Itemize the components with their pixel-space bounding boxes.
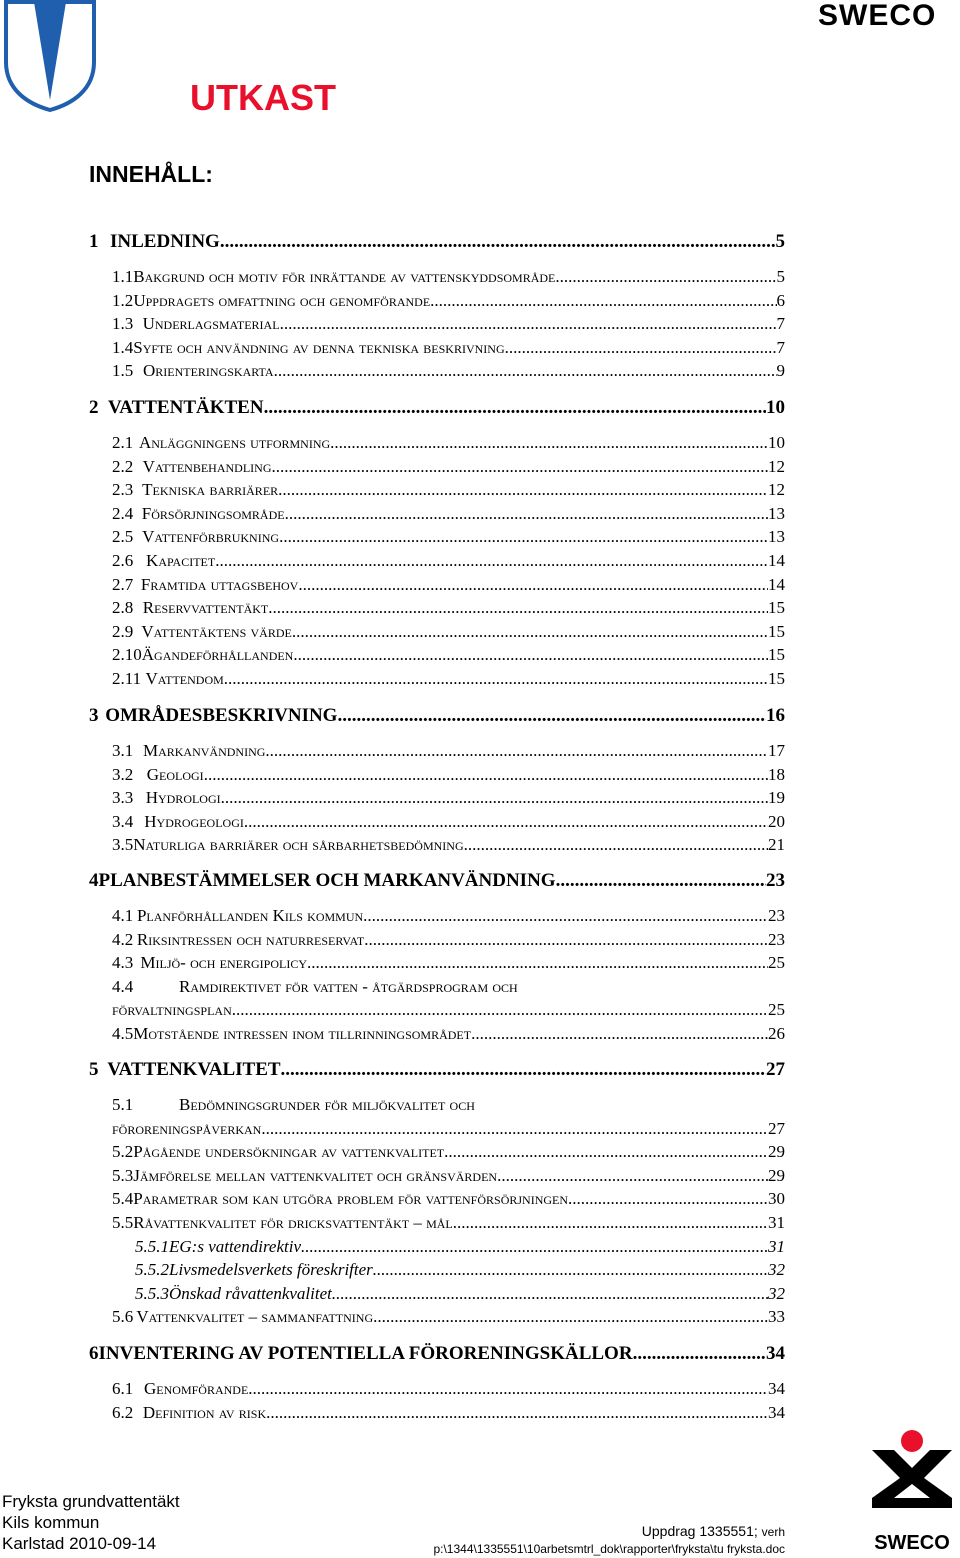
toc-entry-page: 34: [768, 1402, 785, 1422]
toc-entry-title: PLANBESTÄMMELSER OCH MARKANVÄNDNING: [98, 870, 556, 891]
toc-leader-dots: [244, 812, 768, 832]
toc-entry-page: 10: [768, 433, 785, 452]
toc-entry-number: 6.1: [112, 1379, 134, 1398]
toc-entry[interactable]: [112, 1189, 785, 1211]
toc-leader-dots: [364, 930, 768, 950]
toc-entry-page: 31: [768, 1236, 785, 1256]
toc-chapter[interactable]: [89, 1343, 785, 1365]
toc-entry-page: 13: [768, 527, 785, 547]
toc-leader-dots: [272, 457, 768, 477]
toc-entry-page: 23: [766, 870, 785, 891]
toc-chapter[interactable]: [89, 705, 785, 727]
toc-entry[interactable]: [112, 765, 785, 787]
toc-entry-number: 5.1: [112, 1095, 134, 1114]
toc-entry-number: 5.3: [112, 1165, 134, 1185]
toc-leader-dots: [555, 267, 776, 287]
toc-entry[interactable]: [112, 930, 785, 952]
toc-entry-number: 4.1: [112, 906, 134, 925]
toc-leader-dots: [298, 575, 768, 595]
toc-entry-page: 19: [768, 788, 785, 808]
toc-leader-dots: [633, 1343, 766, 1365]
toc-entry-number: 1.5: [112, 361, 134, 381]
toc-entry-title: Orienteringskarta: [142, 361, 274, 381]
toc-entry[interactable]: [112, 1213, 785, 1235]
toc-entry-page: 15: [768, 669, 785, 688]
toc-entry-page: 15: [768, 621, 785, 641]
toc-entry[interactable]: [112, 575, 785, 597]
toc-entry-title: Vattenbehandling: [142, 456, 272, 476]
toc-entry-page: 16: [766, 705, 785, 726]
toc-leader-dots: [497, 1166, 768, 1186]
toc-leader-dots: [568, 1189, 768, 1209]
toc-entry-page: 6: [776, 290, 785, 310]
toc-entry-title: Naturliga barriärer och sårbarhetsbedömning: [133, 835, 464, 855]
toc-entry[interactable]: [112, 480, 785, 502]
toc-entry-number: 2.9: [112, 621, 134, 641]
toc-entry-title: Uppdragets omfattning och genomförande: [133, 290, 431, 310]
toc-entry-title: Vattenkvalitet – sammanfattning: [136, 1307, 374, 1327]
toc-leader-dots: [265, 741, 768, 761]
toc-entry-page: 5: [775, 231, 785, 252]
toc-leader-dots: [224, 669, 768, 689]
toc-entry-number: 1.1: [112, 267, 134, 286]
toc-entry-page: 29: [768, 1142, 785, 1162]
toc-entry-page: 14: [768, 551, 785, 570]
toc-entry-title: Försörjningsområde: [141, 503, 285, 523]
toc-entry-continuation[interactable]: [112, 1000, 785, 1022]
toc-entry-number: 3.1: [112, 741, 134, 760]
toc-entry-page: 26: [768, 1024, 785, 1043]
toc-entry-title: Tekniska barriärer: [142, 480, 279, 500]
toc-entry-title: Bakgrund och motiv för inrättande av vattenskyddsområde: [133, 267, 556, 286]
toc-entry-title: Syfte och användning av denna tekniska beskrivning: [133, 337, 505, 357]
toc-entry-title: Bedömningsgrunder för miljökvalitet och: [179, 1095, 475, 1114]
toc-leader-dots: [363, 906, 768, 926]
toc-entry-page: 34: [766, 1343, 785, 1364]
toc-entry[interactable]: [112, 314, 785, 336]
toc-entry-title: Ägandeförhållanden: [141, 645, 294, 665]
logo-figure-shape: [872, 1450, 952, 1508]
toc-entry[interactable]: [135, 1260, 785, 1282]
toc-entry-number: 2.11: [112, 669, 142, 688]
toc-entry-page: 18: [768, 764, 785, 784]
toc-entry[interactable]: [112, 835, 785, 857]
toc-entry-number: 3.2: [112, 764, 134, 784]
toc-entry-number: 6: [89, 1343, 99, 1364]
toc-entry[interactable]: [112, 551, 785, 573]
toc-entry-number: 4: [89, 870, 99, 891]
toc-entry-page: 15: [768, 598, 785, 618]
toc-leader-dots: [285, 504, 768, 524]
toc-entry-number: 2.8: [112, 598, 134, 618]
toc-entry-number: 2.1: [112, 433, 134, 452]
toc-entry-page: 33: [768, 1307, 785, 1327]
footer-uppdrag: [398, 1522, 785, 1541]
toc-entry-title: Anläggningens utformning: [138, 433, 331, 452]
toc-entry-title: Genomförande: [144, 1379, 249, 1398]
toc-entry[interactable]: [112, 1403, 785, 1425]
toc-leader-dots: [332, 1284, 768, 1304]
toc-entry-page: 32: [768, 1260, 785, 1280]
toc-leader-dots: [471, 1024, 768, 1044]
sweco-figure-logo: [864, 1428, 960, 1554]
toc-entry-title: INLEDNING: [110, 231, 220, 252]
toc-entry-title: Pågående undersökningar av vattenkvalitet: [133, 1142, 445, 1162]
toc-entry[interactable]: [135, 1284, 785, 1306]
toc-leader-dots: [373, 1307, 768, 1327]
toc-entry[interactable]: [112, 598, 785, 620]
toc-leader-dots: [280, 314, 777, 334]
toc-entry[interactable]: [135, 1237, 785, 1259]
toc-entry-page: 13: [768, 503, 785, 523]
toc-entry-number: 5.2: [112, 1142, 134, 1162]
toc-entry[interactable]: [112, 1095, 785, 1117]
toc-leader-dots: [301, 1237, 768, 1257]
toc-entry-title: Framtida uttagsbehov: [140, 574, 299, 594]
toc-entry[interactable]: [112, 504, 785, 526]
toc-entry-title: Geologi: [146, 764, 204, 784]
toc-entry-title: Kapacitet: [146, 551, 216, 570]
toc-entry-title: Reservvattentäkt: [142, 598, 269, 618]
toc-entry-number: 2.3: [112, 480, 134, 500]
toc-entry-title: Hydrologi: [145, 788, 221, 808]
toc-entry-title: Planförhållanden Kils kommun: [136, 906, 364, 925]
toc-entry-number: 2: [89, 397, 99, 418]
toc-entry-title: EG:s vattendirektiv: [169, 1236, 302, 1256]
toc-entry-continuation[interactable]: [112, 1119, 785, 1141]
toc-leader-dots: [293, 645, 768, 665]
toc-entry-page: 7: [776, 314, 785, 334]
toc-entry[interactable]: [112, 812, 785, 834]
toc-entry[interactable]: [112, 788, 785, 810]
toc-leader-dots: [337, 705, 766, 727]
toc-entry[interactable]: [112, 433, 785, 455]
toc-entry-number: 3.3: [112, 788, 134, 808]
toc-leader-dots: [279, 527, 768, 547]
toc-entry-title: Underlagsmaterial: [142, 314, 280, 334]
toc-entry-title: Riksintressen och naturreservat: [136, 929, 365, 949]
toc-entry-title-continued: föroreningspåverkan: [112, 1118, 262, 1138]
toc-entry-number: 2.10: [112, 645, 142, 665]
draft-stamp: UTKAST: [190, 77, 336, 118]
toc-entry-title: Vattentäktens värde: [141, 621, 292, 641]
toc-leader-dots: [274, 361, 777, 381]
toc-leader-dots: [248, 1379, 768, 1399]
footer-project: Fryksta grundvattentäkt: [2, 1492, 180, 1511]
toc-entry-number: 4.2: [112, 929, 134, 949]
toc-leader-dots: [556, 870, 766, 892]
toc-entry-number: 4.5: [112, 1024, 134, 1043]
toc-entry-title-continued: förvaltningsplan: [112, 1000, 232, 1020]
logo-bottom-text: SWECO: [874, 1532, 950, 1554]
toc-entry-number: 3: [89, 705, 99, 726]
toc-entry[interactable]: [112, 267, 785, 289]
toc-entry[interactable]: [112, 1166, 785, 1188]
toc-entry-title: Vattendom: [145, 669, 224, 688]
toc-entry-title: Miljö- och energipolicy: [140, 953, 307, 973]
toc-entry-page: 5: [776, 267, 785, 286]
toc-chapter[interactable]: [89, 231, 785, 253]
toc-entry-page: 15: [768, 645, 785, 665]
toc-entry-page: 17: [768, 741, 785, 760]
toc-entry-number: 1.3: [112, 314, 134, 334]
toc-entry-title: VATTENKVALITET: [107, 1059, 281, 1080]
toc-leader-dots: [266, 1403, 768, 1423]
toc-entry[interactable]: [112, 338, 785, 360]
toc-leader-dots: [204, 765, 768, 785]
toc-entry[interactable]: [112, 622, 785, 644]
footer-uppdrag-label: Uppdrag 1335551;: [641, 1523, 758, 1539]
toc-entry-page: 21: [768, 835, 785, 855]
sweco-logo: SWECO: [818, 0, 937, 32]
toc-entry-page: 9: [776, 361, 785, 381]
toc-entry-title: Vattenförbrukning: [142, 527, 280, 547]
toc-entry-title: Råvattenkvalitet för dricksvattentäkt – mål: [133, 1213, 453, 1232]
toc-entry-number: 5.5: [112, 1213, 134, 1232]
toc-leader-dots: [221, 788, 768, 808]
toc-entry-page: 12: [768, 480, 785, 500]
footer-document-info: [398, 1522, 785, 1557]
toc-entry-page: 27: [766, 1059, 785, 1080]
toc-entry-title: Motstående intressen inom tillrinningsområdet: [133, 1024, 472, 1043]
toc-entry-title: Jämförelse mellan vattenkvalitet och gränsvärden: [133, 1165, 498, 1185]
toc-entry-page: 32: [768, 1283, 785, 1303]
toc-leader-dots: [220, 231, 776, 253]
toc-entry-number: 2.6: [112, 551, 134, 570]
toc-leader-dots: [444, 1142, 768, 1162]
toc-entry[interactable]: [112, 457, 785, 479]
toc-entry-number: 5.6: [112, 1307, 134, 1327]
toc-entry-title: Markanvändning: [142, 741, 266, 760]
toc-entry-title: Önskad råvattenkvalitet: [169, 1283, 332, 1303]
toc-entry-page: 23: [768, 906, 785, 925]
toc-chapter[interactable]: [89, 870, 785, 892]
toc-leader-dots: [505, 338, 777, 358]
toc-entry[interactable]: [112, 1142, 785, 1164]
toc-entry-number: 1.4: [112, 337, 134, 357]
toc-entry-number: 2.5: [112, 527, 134, 547]
toc-entry-title: Hydrogeologi: [144, 811, 244, 831]
toc-leader-dots: [281, 1059, 766, 1081]
toc-entry-page: 29: [768, 1165, 785, 1185]
toc-entry[interactable]: [112, 906, 785, 928]
toc-leader-dots: [430, 291, 776, 311]
toc-entry-number: 6.2: [112, 1402, 134, 1422]
toc-entry[interactable]: [112, 1024, 785, 1046]
toc-chapter[interactable]: [89, 397, 785, 419]
toc-entry-title: Ramdirektivet för vatten - åtgärdsprogram och: [179, 976, 518, 996]
toc-entry-title: Parametrar som kan utgöra problem för vattenförsörjningen: [133, 1189, 569, 1209]
toc-entry-number: 4.4: [112, 976, 134, 996]
footer-place-date: Karlstad 2010-09-14: [2, 1534, 157, 1553]
toc-entry-number: 2.2: [112, 456, 134, 476]
toc-entry-number: 3.4: [112, 811, 134, 831]
toc-entry-page: 34: [768, 1379, 785, 1398]
toc-leader-dots: [307, 953, 768, 973]
logo-red-dot: [901, 1430, 923, 1452]
toc-entry-number: 2.4: [112, 503, 134, 523]
toc-leader-dots: [330, 433, 768, 453]
toc-leader-dots: [261, 1119, 768, 1139]
toc-entry-page: 14: [768, 574, 785, 594]
footer-municipality: Kils kommun: [2, 1513, 100, 1532]
toc-entry[interactable]: [112, 1379, 785, 1401]
toc-entry-number: 5.5.1: [135, 1236, 169, 1256]
toc-entry[interactable]: [112, 645, 785, 667]
toc-leader-dots: [264, 397, 766, 419]
toc-entry[interactable]: [112, 953, 785, 975]
toc-entry-page: 25: [768, 1000, 785, 1020]
toc-leader-dots: [232, 1000, 768, 1020]
toc-entry-page: 7: [776, 337, 785, 357]
toc-entry-number: 5.5.2: [135, 1260, 169, 1280]
toc-entry[interactable]: [112, 527, 785, 549]
toc-entry-page: 27: [768, 1118, 785, 1138]
toc-leader-dots: [215, 551, 768, 571]
footer-file-path: p:\1344\1335551\10arbetsmtrl_dok\rapporter\fryksta\tu fryksta.doc: [433, 1542, 785, 1556]
toc-chapter[interactable]: [89, 1059, 785, 1081]
toc-entry-number: 5.5.3: [135, 1283, 169, 1303]
toc-entry-page: 10: [766, 397, 785, 418]
toc-leader-dots: [268, 598, 768, 618]
toc-entry[interactable]: [112, 741, 785, 763]
toc-entry-number: 5.4: [112, 1189, 134, 1209]
toc-entry-page: 12: [768, 456, 785, 476]
toc-entry-number: 5: [89, 1059, 99, 1080]
toc-entry-number: 3.5: [112, 835, 134, 855]
footer-uppdrag-suffix: verh: [761, 1525, 785, 1539]
toc-entry-title: INVENTERING AV POTENTIELLA FÖRORENINGSKÄLLOR: [98, 1343, 633, 1364]
toc-entry-page: 25: [768, 953, 785, 973]
toc-leader-dots: [464, 835, 768, 855]
toc-entry-title: Definition av risk: [142, 1402, 267, 1422]
toc-entry-page: 23: [768, 929, 785, 949]
toc-entry-page: 30: [768, 1189, 785, 1209]
toc-entry[interactable]: [112, 977, 785, 999]
toc-entry-number: 2.7: [112, 574, 134, 594]
toc-leader-dots: [453, 1213, 768, 1233]
toc-heading: INNEHÅLL:: [89, 161, 213, 187]
toc-entry[interactable]: [112, 291, 785, 313]
toc-entry[interactable]: [112, 1307, 785, 1329]
toc-entry[interactable]: [112, 669, 785, 691]
toc-leader-dots: [373, 1260, 768, 1280]
toc-leader-dots: [292, 622, 768, 642]
toc-entry[interactable]: [112, 361, 785, 383]
toc-entry-title: VATTENTÄKTEN: [108, 397, 264, 418]
toc-entry-number: 1: [89, 231, 99, 252]
toc-entry-number: 4.3: [112, 953, 134, 973]
toc-entry-title: OMRÅDESBESKRIVNING: [105, 705, 338, 726]
toc-entry-title: Livsmedelsverkets föreskrifter: [169, 1260, 373, 1280]
toc-entry-number: 1.2: [112, 290, 134, 310]
footer-project-info: [2, 1491, 180, 1554]
toc-leader-dots: [278, 480, 768, 500]
toc-entry-page: 20: [768, 811, 785, 831]
toc-entry-page: 31: [768, 1213, 785, 1232]
